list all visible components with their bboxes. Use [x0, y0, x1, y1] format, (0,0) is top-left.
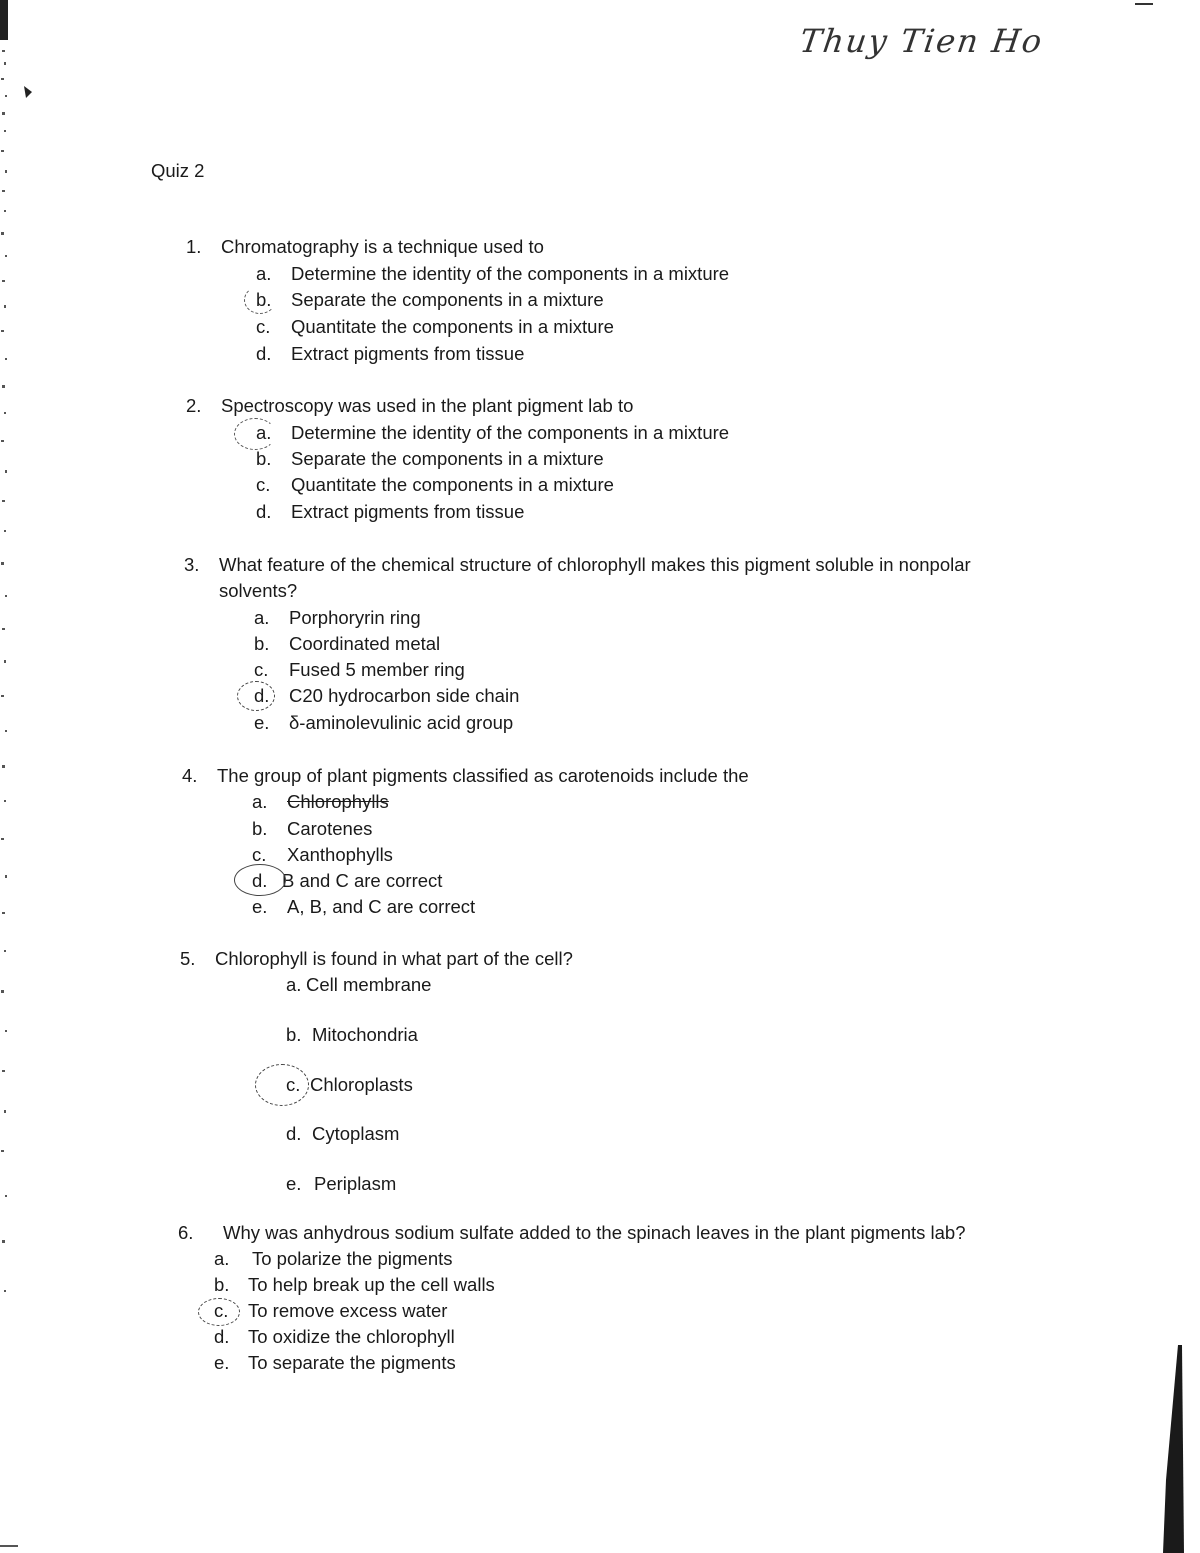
option-letter: b.: [214, 1274, 230, 1295]
scan-speck: [24, 86, 32, 98]
question-text-line-2: solvents?: [219, 580, 298, 601]
option-text: Cell membrane: [306, 974, 432, 995]
answer-mark: [234, 864, 286, 896]
option-text: Determine the identity of the components in a mixture: [291, 422, 730, 443]
question-text: Chlorophyll is found in what part of the cell?: [215, 948, 573, 969]
option-letter: a.: [254, 607, 270, 628]
option-text-struck: Chlorophylls: [287, 791, 389, 812]
scan-top-right-line: [1135, 3, 1153, 5]
option-letter: c.: [256, 316, 271, 337]
option-text: To remove excess water: [248, 1300, 448, 1321]
option-text: Fused 5 member ring: [289, 659, 465, 680]
scan-corner-mark: [0, 0, 8, 40]
option-letter: a.: [252, 791, 268, 812]
option-text: Chloroplasts: [310, 1074, 413, 1095]
left-edge-dots: [0, 50, 18, 1547]
option-text: Extract pigments from tissue: [291, 501, 525, 522]
option-letter: d.: [286, 1123, 302, 1144]
option-letter: c.: [256, 474, 271, 495]
option-letter: a.: [214, 1248, 230, 1269]
option-text: To polarize the pigments: [252, 1248, 453, 1269]
quiz-title: Quiz 2: [151, 160, 205, 181]
question-number: 5.: [180, 948, 196, 969]
option-letter: d.: [254, 685, 270, 706]
option-letter: e.: [252, 896, 268, 917]
option-letter: e.: [214, 1352, 230, 1373]
answer-mark: [234, 418, 276, 450]
answer-mark: [255, 1064, 309, 1106]
option-text: Quantitate the components in a mixture: [291, 316, 614, 337]
option-letter: c.: [252, 844, 267, 865]
option-text: To separate the pigments: [248, 1352, 456, 1373]
question-number: 6.: [178, 1222, 194, 1243]
option-letter: a.: [286, 974, 302, 995]
option-letter: b.: [286, 1024, 302, 1045]
option-letter: c.: [286, 1074, 301, 1095]
question-number: 4.: [182, 765, 198, 786]
answer-mark: [198, 1298, 240, 1326]
option-text: δ-aminolevulinic acid group: [289, 712, 514, 733]
option-letter: d.: [252, 870, 268, 891]
option-letter: b.: [256, 448, 272, 469]
question-text: Chromatography is a technique used to: [221, 236, 544, 257]
question-number: 3.: [184, 554, 200, 575]
right-edge-bar: [1163, 1345, 1184, 1553]
option-text: Separate the components in a mixture: [291, 289, 604, 310]
option-text: Periplasm: [314, 1173, 397, 1194]
option-letter: b.: [254, 633, 270, 654]
option-letter: d.: [256, 501, 272, 522]
option-text: Extract pigments from tissue: [291, 343, 525, 364]
option-letter: b.: [256, 289, 272, 310]
question-text: Why was anhydrous sodium sulfate added to the spinach leaves in the plant pigments lab?: [223, 1222, 966, 1243]
option-text: Mitochondria: [312, 1024, 418, 1045]
question-number: 1.: [186, 236, 202, 257]
option-text: B and C are correct: [282, 870, 443, 891]
option-text: Quantitate the components in a mixture: [291, 474, 614, 495]
option-text: Coordinated metal: [289, 633, 441, 654]
option-letter: c.: [254, 659, 269, 680]
option-letter: d.: [214, 1326, 230, 1347]
option-text: Xanthophylls: [287, 844, 393, 865]
option-text: C20 hydrocarbon side chain: [289, 685, 520, 706]
question-text: Spectroscopy was used in the plant pigment lab to: [221, 395, 634, 416]
option-text: To help break up the cell walls: [248, 1274, 495, 1295]
option-text: A, B, and C are correct: [287, 896, 476, 917]
question-number: 2.: [186, 395, 202, 416]
option-text: To oxidize the chlorophyll: [248, 1326, 455, 1347]
option-text: Determine the identity of the components in a mixture: [291, 263, 730, 284]
answer-mark: [244, 286, 276, 314]
option-letter: e.: [286, 1173, 302, 1194]
option-text: Separate the components in a mixture: [291, 448, 604, 469]
option-text: Cytoplasm: [312, 1123, 400, 1144]
option-letter: e.: [254, 712, 270, 733]
option-text: Carotenes: [287, 818, 373, 839]
answer-mark: [237, 681, 275, 711]
question-text: The group of plant pigments classified as carotenoids include the: [217, 765, 749, 786]
student-signature: Thuy Tien Ho: [797, 22, 1046, 60]
option-letter: a.: [256, 263, 272, 284]
question-text-line-1: What feature of the chemical structure of chlorophyll makes this pigment soluble in nonpolar: [219, 554, 971, 575]
option-letter: b.: [252, 818, 268, 839]
option-text: Porphoryrin ring: [289, 607, 421, 628]
option-letter: a.: [256, 422, 272, 443]
option-letter: c.: [214, 1300, 229, 1321]
option-letter: d.: [256, 343, 272, 364]
